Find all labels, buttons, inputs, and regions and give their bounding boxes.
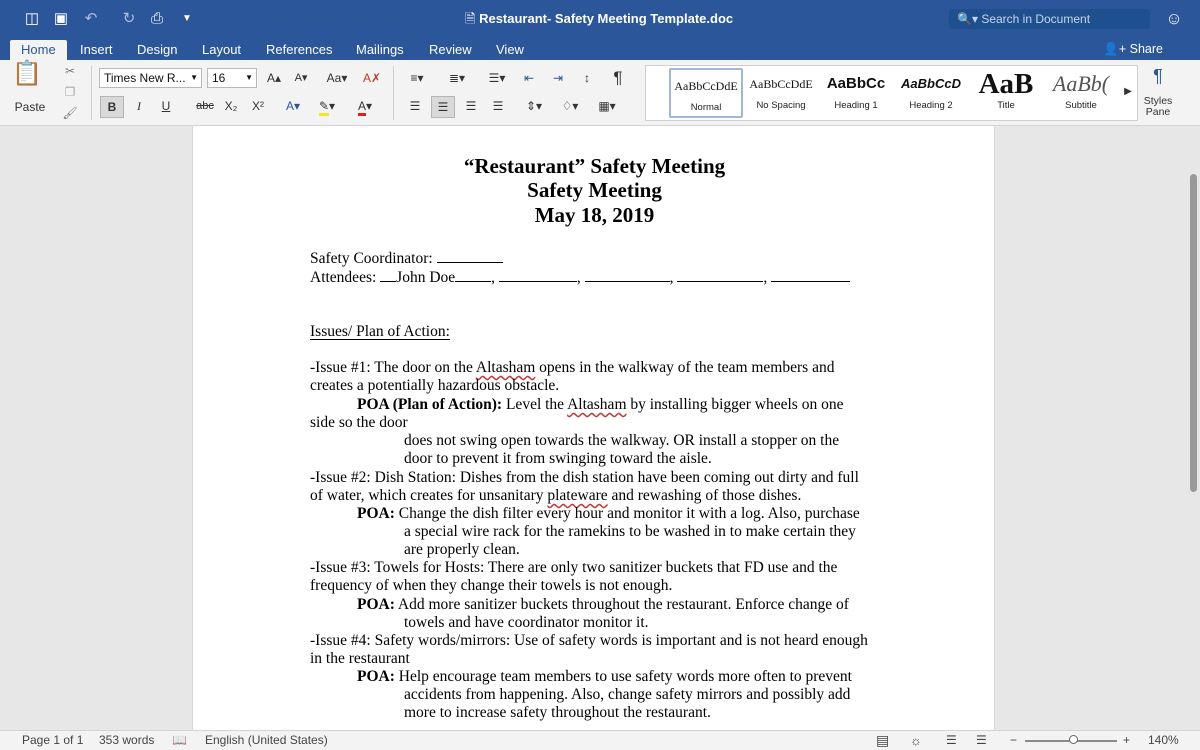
save-icon[interactable]: ▣: [53, 10, 69, 27]
font-name-select[interactable]: Times New R... ▼: [99, 68, 202, 88]
scrollbar-thumb[interactable]: [1190, 174, 1197, 492]
issue-3-line: frequency of when they change their towels is not enough.: [310, 577, 673, 594]
change-case-icon[interactable]: Aa▾: [326, 71, 348, 85]
document-title: 🗎 Restaurant- Safety Meeting Template.doc: [465, 11, 734, 26]
format-painter-icon[interactable]: 🖌: [62, 106, 78, 120]
title-bar: [0, 0, 1200, 38]
poa-4-line: more to increase safety throughout the restaurant.: [404, 704, 711, 721]
style-heading-1[interactable]: AaBbCc Heading 1: [826, 75, 886, 111]
attendee-blank: [677, 269, 763, 282]
poa-1-line: door to prevent it from swinging toward the aisle.: [404, 450, 712, 467]
issue-1-line: -Issue #1: The door on the Altasham opens in the walkway of the team members and: [310, 359, 835, 376]
tab-view[interactable]: View: [496, 42, 524, 57]
tab-review[interactable]: Review: [429, 42, 472, 57]
language-label[interactable]: English (United States): [205, 733, 328, 747]
attendees-line: Attendees: John Doe , , , ,: [310, 269, 850, 287]
styles-pane-icon[interactable]: ¶: [1153, 66, 1163, 86]
sidebar-toggle-icon[interactable]: ◫: [24, 10, 40, 27]
add-person-icon: 👤+: [1103, 42, 1127, 56]
poa-1-line: POA (Plan of Action): Level the Altasham by installing bigger wheels on one: [357, 396, 844, 413]
align-left-icon[interactable]: ☰: [409, 99, 421, 113]
style-title[interactable]: AaB Title: [978, 68, 1034, 111]
numbering-icon[interactable]: ≣▾: [448, 71, 466, 85]
borders-icon[interactable]: ▦▾: [598, 99, 616, 113]
show-formatting-marks-icon[interactable]: ¶: [613, 68, 623, 87]
gallery-more-arrow-icon[interactable]: ▶: [1124, 86, 1132, 97]
poa-4-line: POA: Help encourage team members to use safety words more often to prevent: [357, 668, 852, 685]
share-button[interactable]: 👤+ Share: [1103, 42, 1163, 56]
clear-formatting-icon[interactable]: A✗: [362, 71, 382, 85]
issue-4-line: in the restaurant: [310, 650, 410, 667]
issue-1-line: creates a potentially hazardous obstacle.: [310, 377, 560, 394]
tab-mailings[interactable]: Mailings: [356, 42, 404, 57]
word-count[interactable]: 353 words: [99, 733, 155, 747]
status-bar: [0, 730, 1200, 750]
print-layout-icon[interactable]: ▤: [876, 732, 890, 748]
style-heading-2[interactable]: AaBbCcD Heading 2: [901, 76, 961, 111]
subscript-button[interactable]: X₂: [224, 99, 238, 113]
ribbon-divider: [393, 66, 394, 120]
chevron-down-icon: ▼: [245, 73, 253, 82]
vertical-scrollbar[interactable]: [1188, 126, 1200, 730]
styles-pane-button-label[interactable]: Styles Pane: [1143, 95, 1173, 118]
ribbon-divider: [91, 66, 92, 120]
superscript-button[interactable]: X²: [252, 99, 264, 113]
poa-2-line: a special wire rack for the ramekins to be washed in to make certain they: [404, 523, 856, 540]
poa-1-line: does not swing open towards the walkway. OR install a stopper on the: [404, 432, 840, 449]
coordinator-blank: [437, 250, 503, 263]
bullets-icon[interactable]: ≡▾: [410, 71, 424, 85]
attendee-blank: [380, 269, 396, 282]
search-icon: 🔍▾: [957, 12, 978, 26]
attendee-blank: [499, 269, 577, 282]
issue-4-line: -Issue #4: Safety words/mirrors: Use of safety words is important and is not heard enough: [310, 632, 868, 649]
line-spacing-icon[interactable]: ⇕▾: [525, 99, 543, 113]
attendee-blank: [455, 269, 491, 282]
search-input[interactable]: 🔍▾ Search in Document: [949, 9, 1150, 29]
text-effects-icon[interactable]: A▾: [285, 99, 301, 113]
style-normal[interactable]: AaBbCcDdE Normal: [669, 68, 743, 118]
focus-mode-icon[interactable]: ☼: [910, 733, 922, 748]
chevron-down-icon: ▼: [190, 73, 198, 82]
poa-4-line: accidents from happening. Also, change safety mirrors and possibly add: [404, 686, 851, 703]
feedback-smiley-icon[interactable]: ☺: [1165, 9, 1183, 28]
document-title-line2: Safety Meeting: [527, 178, 662, 202]
style-subtitle[interactable]: AaBb( Subtitle: [1052, 71, 1110, 111]
tab-layout[interactable]: Layout: [202, 42, 242, 57]
proofing-icon[interactable]: 📖: [172, 733, 187, 747]
ribbon-home: [0, 60, 1200, 126]
cut-icon[interactable]: ✂: [64, 64, 76, 78]
draft-view-icon[interactable]: ☰: [976, 733, 987, 747]
style-no-spacing[interactable]: AaBbCcDdE No Spacing: [749, 77, 813, 111]
ribbon-tabs: [0, 38, 1200, 60]
zoom-level[interactable]: 140%: [1148, 733, 1179, 747]
poa-1-line: side so the door: [310, 414, 408, 431]
bold-button[interactable]: B: [100, 96, 124, 118]
grow-font-icon[interactable]: A▴: [266, 71, 282, 85]
italic-button[interactable]: I: [137, 99, 141, 113]
coordinator-line: Safety Coordinator:: [310, 250, 503, 268]
issue-2-line: of water, which creates for unsanitary plateware and rewashing of those dishes.: [310, 487, 802, 504]
sort-icon[interactable]: ↕: [584, 71, 590, 85]
tab-design[interactable]: Design: [137, 42, 178, 57]
copy-icon[interactable]: ❐: [64, 85, 76, 99]
poa-3-line: POA: Add more sanitizer buckets throughout the restaurant. Enforce change of: [357, 596, 849, 613]
poa-2-line: are properly clean.: [404, 541, 520, 558]
shading-icon[interactable]: ♢▾: [561, 99, 579, 113]
multilevel-list-icon[interactable]: ☰▾: [488, 71, 506, 85]
styles-gallery: [645, 65, 1138, 121]
paste-button-label[interactable]: Paste: [14, 100, 46, 114]
zoom-out-button[interactable]: −: [1010, 733, 1018, 747]
shrink-font-icon[interactable]: A▾: [294, 72, 308, 84]
attendee-blank: [585, 269, 670, 282]
section-heading: Issues/ Plan of Action:: [310, 323, 450, 340]
issue-2-line: -Issue #2: Dish Station: Dishes from the dish station have been coming out dirty and full: [310, 469, 859, 486]
strikethrough-button[interactable]: abc: [196, 100, 214, 112]
paste-icon[interactable]: 📋: [12, 60, 42, 87]
document-date: May 18, 2019: [534, 203, 655, 227]
print-icon[interactable]: ⎙: [150, 10, 163, 27]
font-size-select[interactable]: 16 ▼: [207, 68, 257, 88]
decrease-indent-icon[interactable]: ⇤: [523, 71, 535, 85]
zoom-in-button[interactable]: +: [1123, 733, 1131, 747]
customize-toolbar-icon[interactable]: ▼: [182, 13, 192, 24]
justify-icon[interactable]: ☰: [492, 99, 504, 113]
redo-icon[interactable]: ↻: [122, 10, 136, 27]
issue-3-line: -Issue #3: Towels for Hosts: There are only two sanitizer buckets that FD use and the: [310, 559, 838, 576]
tab-home[interactable]: Home: [10, 40, 67, 60]
tab-insert[interactable]: Insert: [80, 42, 113, 57]
underline-button[interactable]: U: [161, 99, 171, 113]
highlight-color-icon[interactable]: ✎▾: [314, 96, 340, 116]
page-count[interactable]: Page 1 of 1: [22, 733, 84, 747]
zoom-slider-thumb[interactable]: [1069, 735, 1078, 744]
undo-icon[interactable]: ↶: [84, 10, 98, 27]
align-right-icon[interactable]: ☰: [465, 99, 477, 113]
attendee-blank: [771, 269, 850, 282]
poa-2-line: POA: Change the dish filter every hour and monitor it with a log. Also, purchase: [357, 505, 860, 522]
poa-3-line: towels and have coordinator monitor it.: [404, 614, 649, 631]
tab-references[interactable]: References: [266, 42, 333, 57]
document-file-icon: 🗎: [465, 11, 476, 26]
font-color-icon[interactable]: A▾: [350, 96, 380, 116]
align-center-icon[interactable]: ☰: [431, 96, 455, 118]
document-title-line1: “Restaurant” Safety Meeting: [463, 154, 726, 178]
outline-view-icon[interactable]: ☰: [946, 733, 957, 747]
increase-indent-icon[interactable]: ⇥: [552, 71, 564, 85]
document-page[interactable]: [192, 126, 995, 730]
document-workspace: [0, 126, 1200, 730]
